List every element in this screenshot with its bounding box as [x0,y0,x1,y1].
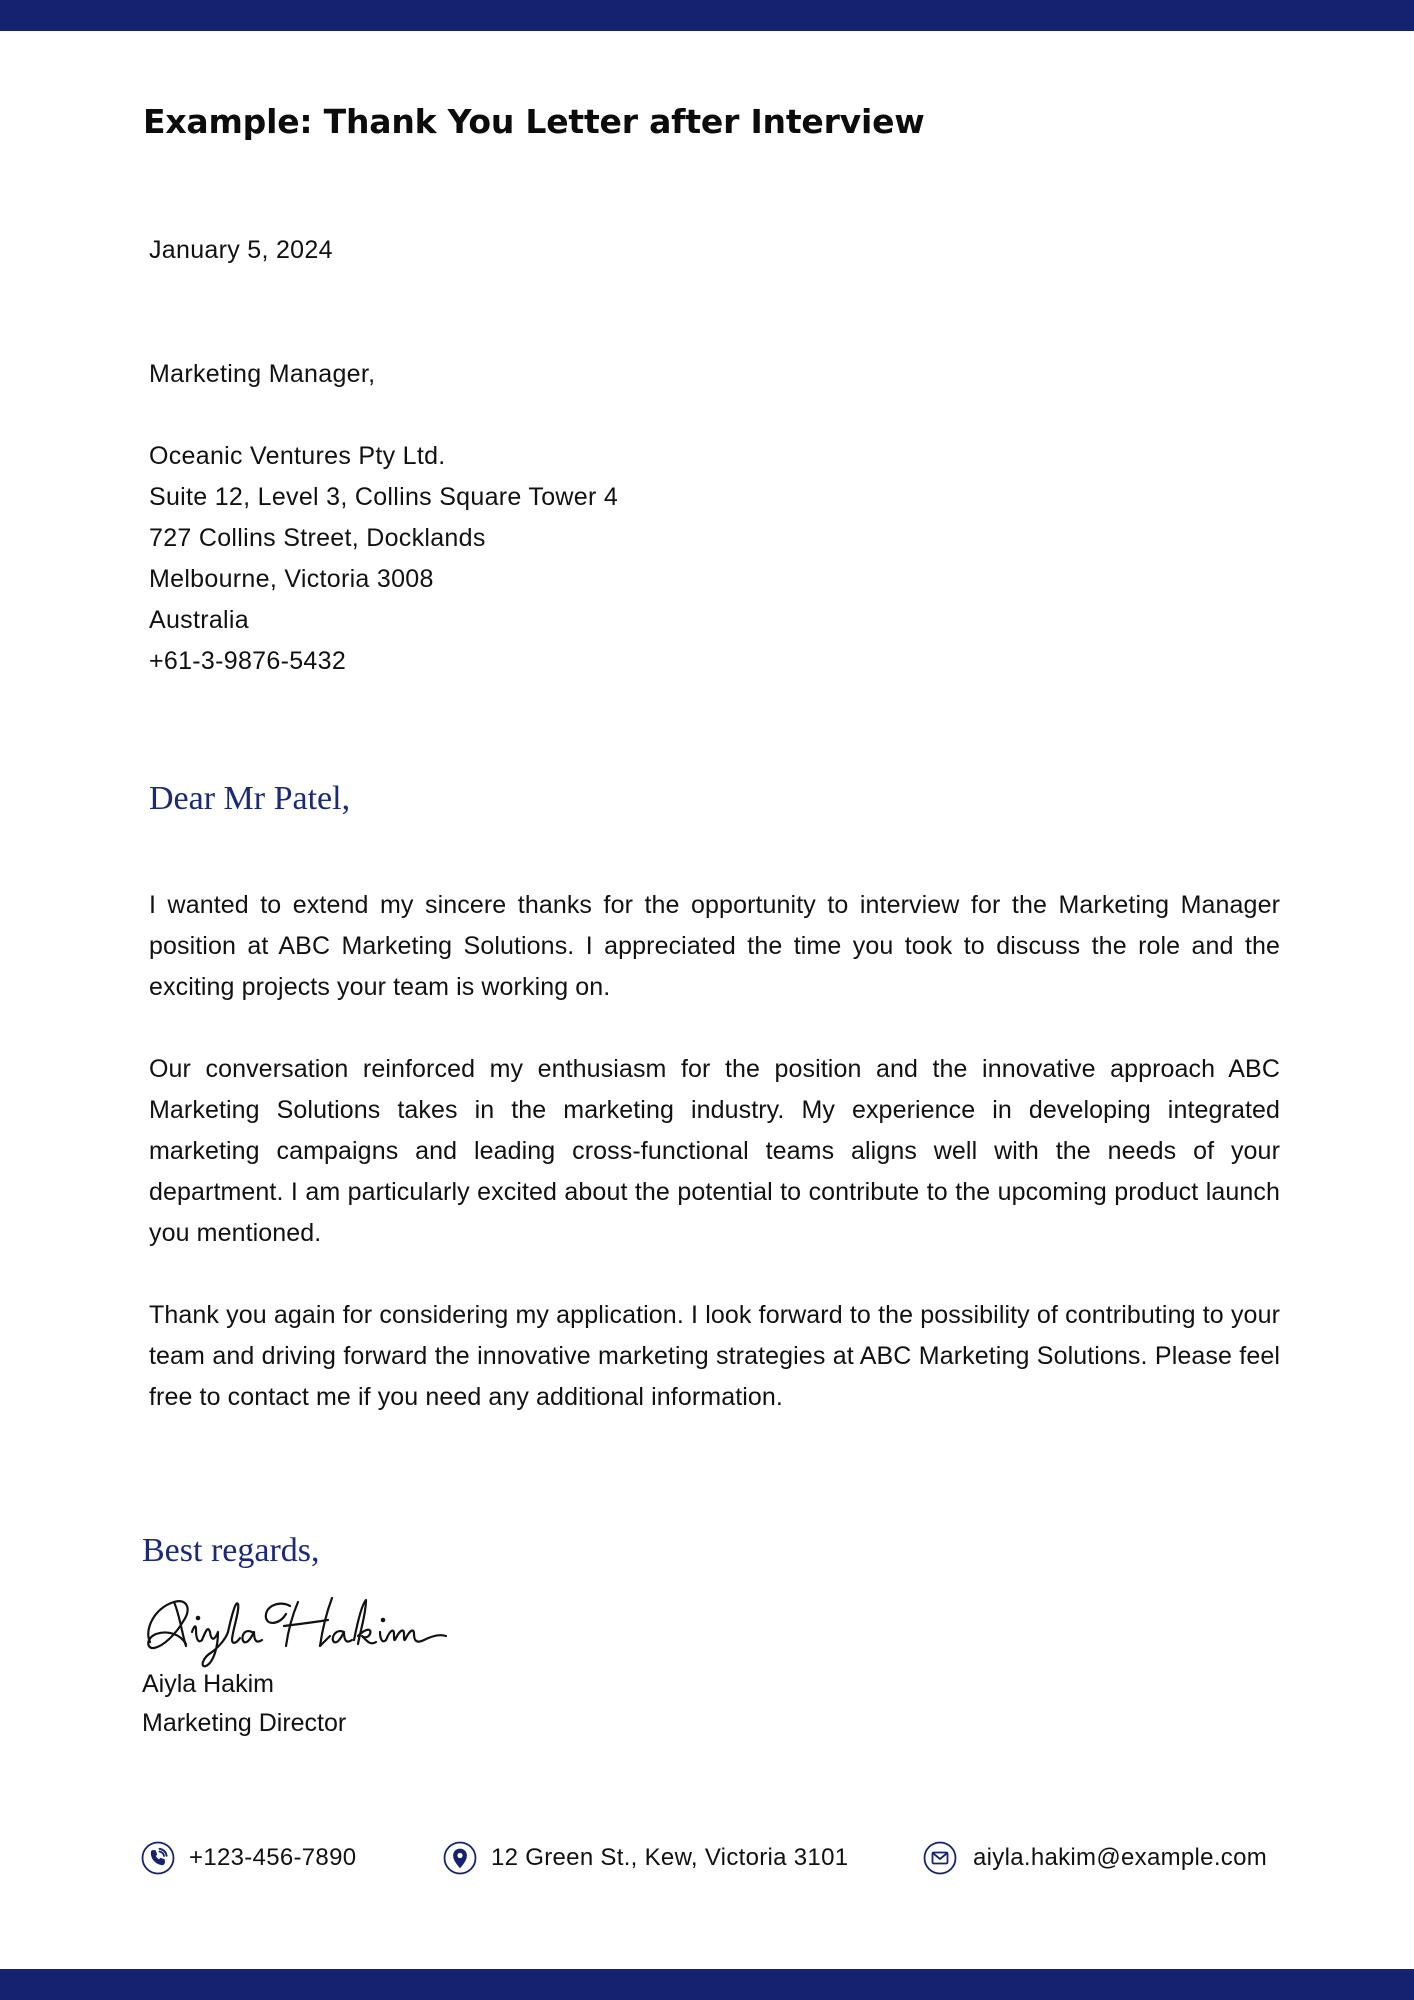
closing: Best regards, [142,1532,320,1569]
location-pin-icon [443,1841,477,1875]
salutation: Dear Mr Patel, [149,780,351,817]
recipient-address-line-1: Suite 12, Level 3, Collins Square Tower 4 [149,483,619,511]
body-paragraph-3: Thank you again for considering my application. I look forward to the possibility of contributing to your team and driving forward the innovative marketing strategies at ABC Marketing Solutions. Please feel free to contact me if you need any additional information. [149,1301,1280,1411]
recipient-country: Australia [149,606,249,634]
body-paragraph-1: I wanted to extend my sincere thanks for the opportunity to interview for the Marketing Manager position at ABC Marketing Solutions. I appreciated the time you took to discuss the role and the exciting projects your team is working on. [149,891,1280,1001]
signer-name: Aiyla Hakim [142,1670,274,1698]
contact-email-text[interactable]: aiyla.hakim@example.com [973,1844,1268,1871]
phone-icon [141,1841,175,1875]
contact-address [443,1839,848,1877]
envelope-icon [923,1841,957,1875]
recipient-address-line-2: 727 Collins Street, Docklands [149,524,486,552]
contact-phone-text: +123-456-7890 [189,1844,357,1871]
handwritten-signature [140,1580,460,1670]
body-paragraph-2: Our conversation reinforced my enthusiasm for the position and the innovative approach ABC Marketing Solutions takes in the marketing industry. My experience in developing integrated marketing campaigns and leading cross-functional teams aligns well with the needs of your department. I am particularly excited about the potential to contribute to the upcoming product launch you mentioned. [149,1055,1280,1247]
recipient-company: Oceanic Ventures Pty Ltd. [149,442,446,470]
bottom-accent-bar [0,1969,1414,2000]
contact-address-text: 12 Green St., Kew, Victoria 3101 [491,1844,849,1871]
recipient-title: Marketing Manager, [149,360,376,388]
contact-phone [141,1839,356,1877]
document-title: Example: Thank You Letter after Interview [143,102,925,141]
top-accent-bar [0,0,1414,31]
contact-email [923,1839,1267,1877]
letter-body [149,885,1280,1459]
recipient-block [149,354,618,682]
recipient-city: Melbourne, Victoria 3008 [149,565,434,593]
recipient-spacer [149,395,618,436]
letter-date: January 5, 2024 [149,236,333,264]
signer-title: Marketing Director [142,1709,347,1737]
recipient-phone: +61-3-9876-5432 [149,647,347,675]
